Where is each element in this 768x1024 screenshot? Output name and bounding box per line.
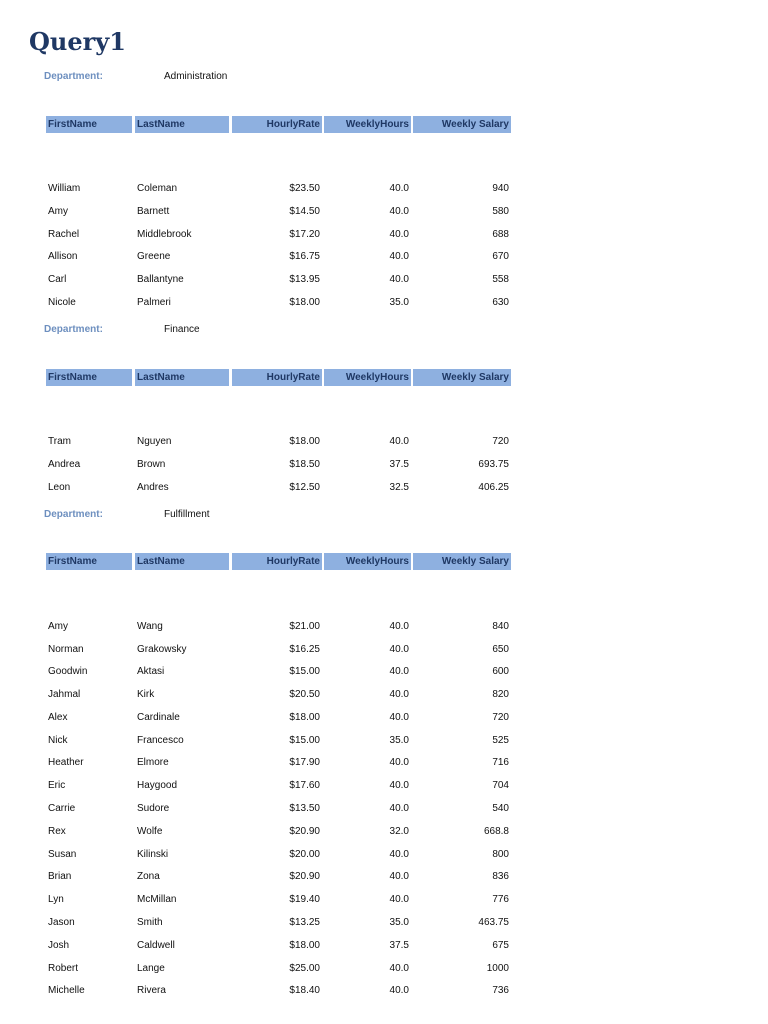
- cell-hourly-rate: $20.50: [289, 689, 320, 700]
- column-header-weekly-hours: WeeklyHours: [324, 116, 411, 133]
- cell-hourly-rate: $19.40: [289, 894, 320, 905]
- cell-first-name: Carl: [48, 274, 67, 285]
- table-row: [0, 621, 768, 637]
- cell-first-name: Tram: [48, 436, 71, 447]
- cell-hourly-rate: $12.50: [289, 482, 320, 493]
- cell-weekly-hours: 40.0: [389, 274, 409, 285]
- department-label: Department:: [44, 509, 103, 520]
- cell-weekly-hours: 35.0: [389, 917, 409, 928]
- column-header-last-name: LastName: [135, 116, 229, 133]
- column-header-first-name: FirstName: [46, 369, 132, 386]
- cell-first-name: Heather: [48, 757, 84, 768]
- cell-last-name: Wang: [137, 621, 163, 632]
- table-row: [0, 917, 768, 933]
- cell-last-name: Kilinski: [137, 849, 169, 860]
- cell-last-name: Francesco: [137, 735, 184, 746]
- column-header-weekly-salary: Weekly Salary: [413, 553, 511, 570]
- cell-weekly-hours: 40.0: [389, 780, 409, 791]
- cell-hourly-rate: $15.00: [289, 666, 320, 677]
- cell-first-name: Josh: [48, 940, 70, 951]
- cell-last-name: Ballantyne: [137, 274, 184, 285]
- cell-first-name: Andrea: [48, 459, 81, 470]
- cell-hourly-rate: $16.25: [289, 644, 320, 655]
- cell-hourly-rate: $18.50: [289, 459, 320, 470]
- cell-last-name: Smith: [137, 917, 163, 928]
- table-row: [0, 712, 768, 728]
- cell-last-name: Sudore: [137, 803, 170, 814]
- cell-weekly-hours: 40.0: [389, 985, 409, 996]
- table-row: [0, 803, 768, 819]
- cell-weekly-hours: 37.5: [389, 940, 409, 951]
- cell-hourly-rate: $13.50: [289, 803, 320, 814]
- cell-last-name: Haygood: [137, 780, 178, 791]
- cell-first-name: Lyn: [48, 894, 64, 905]
- cell-first-name: Nick: [48, 735, 68, 746]
- cell-first-name: Carrie: [48, 803, 76, 814]
- cell-first-name: Amy: [48, 206, 68, 217]
- cell-hourly-rate: $18.40: [289, 985, 320, 996]
- cell-weekly-salary: 463.75: [478, 917, 509, 928]
- cell-hourly-rate: $18.00: [289, 436, 320, 447]
- cell-last-name: Greene: [137, 251, 171, 262]
- cell-weekly-hours: 40.0: [389, 849, 409, 860]
- cell-weekly-hours: 40.0: [389, 644, 409, 655]
- cell-weekly-salary: 836: [492, 871, 509, 882]
- cell-weekly-salary: 720: [492, 712, 509, 723]
- table-row: [0, 985, 768, 1001]
- table-row: [0, 894, 768, 910]
- table-row: [0, 644, 768, 660]
- column-header-last-name: LastName: [135, 553, 229, 570]
- cell-weekly-salary: 558: [492, 274, 509, 285]
- cell-hourly-rate: $20.00: [289, 849, 320, 860]
- cell-first-name: Jason: [48, 917, 75, 928]
- department-name: Finance: [164, 324, 200, 335]
- cell-hourly-rate: $20.90: [289, 871, 320, 882]
- cell-weekly-salary: 406.25: [478, 482, 509, 493]
- cell-weekly-salary: 670: [492, 251, 509, 262]
- cell-last-name: Grakowsky: [137, 644, 187, 655]
- table-header: [0, 116, 768, 133]
- cell-first-name: William: [48, 183, 81, 194]
- cell-weekly-hours: 32.0: [389, 826, 409, 837]
- cell-last-name: McMillan: [137, 894, 177, 905]
- cell-last-name: Nguyen: [137, 436, 172, 447]
- cell-weekly-salary: 693.75: [478, 459, 509, 470]
- table-row: [0, 459, 768, 475]
- cell-weekly-salary: 716: [492, 757, 509, 768]
- cell-weekly-hours: 40.0: [389, 894, 409, 905]
- cell-last-name: Aktasi: [137, 666, 165, 677]
- cell-last-name: Kirk: [137, 689, 155, 700]
- cell-first-name: Robert: [48, 963, 79, 974]
- cell-first-name: Michelle: [48, 985, 85, 996]
- cell-hourly-rate: $18.00: [289, 712, 320, 723]
- cell-last-name: Lange: [137, 963, 165, 974]
- department-label: Department:: [44, 324, 103, 335]
- cell-weekly-salary: 600: [492, 666, 509, 677]
- table-row: [0, 251, 768, 267]
- cell-weekly-salary: 675: [492, 940, 509, 951]
- cell-weekly-salary: 776: [492, 894, 509, 905]
- table-row: [0, 229, 768, 245]
- column-header-weekly-salary: Weekly Salary: [413, 369, 511, 386]
- table-row: [0, 849, 768, 865]
- cell-hourly-rate: $17.60: [289, 780, 320, 791]
- column-header-weekly-hours: WeeklyHours: [324, 369, 411, 386]
- table-header: [0, 553, 768, 570]
- cell-hourly-rate: $13.25: [289, 917, 320, 928]
- cell-hourly-rate: $18.00: [289, 940, 320, 951]
- cell-first-name: Alex: [48, 712, 68, 723]
- cell-hourly-rate: $23.50: [289, 183, 320, 194]
- cell-weekly-hours: 40.0: [389, 689, 409, 700]
- cell-weekly-hours: 40.0: [389, 757, 409, 768]
- cell-weekly-hours: 40.0: [389, 621, 409, 632]
- cell-weekly-hours: 40.0: [389, 436, 409, 447]
- table-row: [0, 482, 768, 498]
- table-row: [0, 436, 768, 452]
- table-row: [0, 274, 768, 290]
- cell-weekly-salary: 800: [492, 849, 509, 860]
- column-header-hourly-rate: HourlyRate: [232, 369, 322, 386]
- cell-weekly-salary: 668.8: [483, 826, 509, 837]
- cell-weekly-hours: 37.5: [389, 459, 409, 470]
- cell-last-name: Coleman: [137, 183, 178, 194]
- cell-weekly-salary: 704: [492, 780, 509, 791]
- cell-hourly-rate: $25.00: [289, 963, 320, 974]
- cell-last-name: Palmeri: [137, 297, 171, 308]
- cell-weekly-hours: 40.0: [389, 229, 409, 240]
- column-header-hourly-rate: HourlyRate: [232, 553, 322, 570]
- column-header-weekly-hours: WeeklyHours: [324, 553, 411, 570]
- cell-weekly-salary: 630: [492, 297, 509, 308]
- cell-hourly-rate: $18.00: [289, 297, 320, 308]
- cell-first-name: Eric: [48, 780, 66, 791]
- page-title: Query1: [29, 27, 126, 56]
- cell-hourly-rate: $20.90: [289, 826, 320, 837]
- table-row: [0, 206, 768, 222]
- cell-last-name: Caldwell: [137, 940, 175, 951]
- cell-last-name: Middlebrook: [137, 229, 192, 240]
- table-row: [0, 963, 768, 979]
- cell-weekly-hours: 40.0: [389, 183, 409, 194]
- cell-weekly-salary: 1000: [486, 963, 509, 974]
- cell-weekly-hours: 32.5: [389, 482, 409, 493]
- column-header-last-name: LastName: [135, 369, 229, 386]
- department-name: Administration: [164, 71, 228, 82]
- table-row: [0, 826, 768, 842]
- table-row: [0, 871, 768, 887]
- cell-weekly-salary: 720: [492, 436, 509, 447]
- cell-last-name: Zona: [137, 871, 160, 882]
- department-label: Department:: [44, 71, 103, 82]
- cell-first-name: Rachel: [48, 229, 80, 240]
- cell-weekly-hours: 40.0: [389, 666, 409, 677]
- cell-last-name: Elmore: [137, 757, 169, 768]
- cell-weekly-hours: 35.0: [389, 297, 409, 308]
- cell-hourly-rate: $17.20: [289, 229, 320, 240]
- cell-weekly-hours: 40.0: [389, 206, 409, 217]
- cell-first-name: Rex: [48, 826, 66, 837]
- table-row: [0, 735, 768, 751]
- table-row: [0, 666, 768, 682]
- table-row: [0, 297, 768, 313]
- cell-first-name: Leon: [48, 482, 71, 493]
- cell-weekly-salary: 540: [492, 803, 509, 814]
- cell-weekly-hours: 40.0: [389, 251, 409, 262]
- department-name: Fulfillment: [164, 509, 210, 520]
- cell-first-name: Norman: [48, 644, 84, 655]
- table-header: [0, 369, 768, 386]
- cell-last-name: Cardinale: [137, 712, 180, 723]
- cell-weekly-salary: 688: [492, 229, 509, 240]
- column-header-hourly-rate: HourlyRate: [232, 116, 322, 133]
- cell-first-name: Jahmal: [48, 689, 81, 700]
- column-header-weekly-salary: Weekly Salary: [413, 116, 511, 133]
- cell-weekly-salary: 525: [492, 735, 509, 746]
- cell-hourly-rate: $21.00: [289, 621, 320, 632]
- cell-last-name: Rivera: [137, 985, 166, 996]
- column-header-first-name: FirstName: [46, 553, 132, 570]
- cell-weekly-salary: 940: [492, 183, 509, 194]
- cell-hourly-rate: $15.00: [289, 735, 320, 746]
- cell-last-name: Barnett: [137, 206, 170, 217]
- cell-last-name: Wolfe: [137, 826, 163, 837]
- cell-hourly-rate: $16.75: [289, 251, 320, 262]
- cell-weekly-hours: 40.0: [389, 712, 409, 723]
- cell-weekly-hours: 35.0: [389, 735, 409, 746]
- cell-weekly-salary: 580: [492, 206, 509, 217]
- cell-first-name: Brian: [48, 871, 72, 882]
- table-row: [0, 689, 768, 705]
- cell-first-name: Allison: [48, 251, 78, 262]
- cell-first-name: Amy: [48, 621, 68, 632]
- cell-last-name: Brown: [137, 459, 166, 470]
- cell-first-name: Nicole: [48, 297, 76, 308]
- cell-weekly-salary: 736: [492, 985, 509, 996]
- cell-hourly-rate: $14.50: [289, 206, 320, 217]
- cell-first-name: Goodwin: [48, 666, 88, 677]
- cell-weekly-hours: 40.0: [389, 803, 409, 814]
- table-row: [0, 183, 768, 199]
- cell-first-name: Susan: [48, 849, 77, 860]
- cell-weekly-hours: 40.0: [389, 963, 409, 974]
- cell-weekly-salary: 650: [492, 644, 509, 655]
- cell-weekly-hours: 40.0: [389, 871, 409, 882]
- table-row: [0, 757, 768, 773]
- table-row: [0, 940, 768, 956]
- cell-hourly-rate: $17.90: [289, 757, 320, 768]
- table-row: [0, 780, 768, 796]
- cell-weekly-salary: 820: [492, 689, 509, 700]
- column-header-first-name: FirstName: [46, 116, 132, 133]
- cell-weekly-salary: 840: [492, 621, 509, 632]
- cell-last-name: Andres: [137, 482, 169, 493]
- cell-hourly-rate: $13.95: [289, 274, 320, 285]
